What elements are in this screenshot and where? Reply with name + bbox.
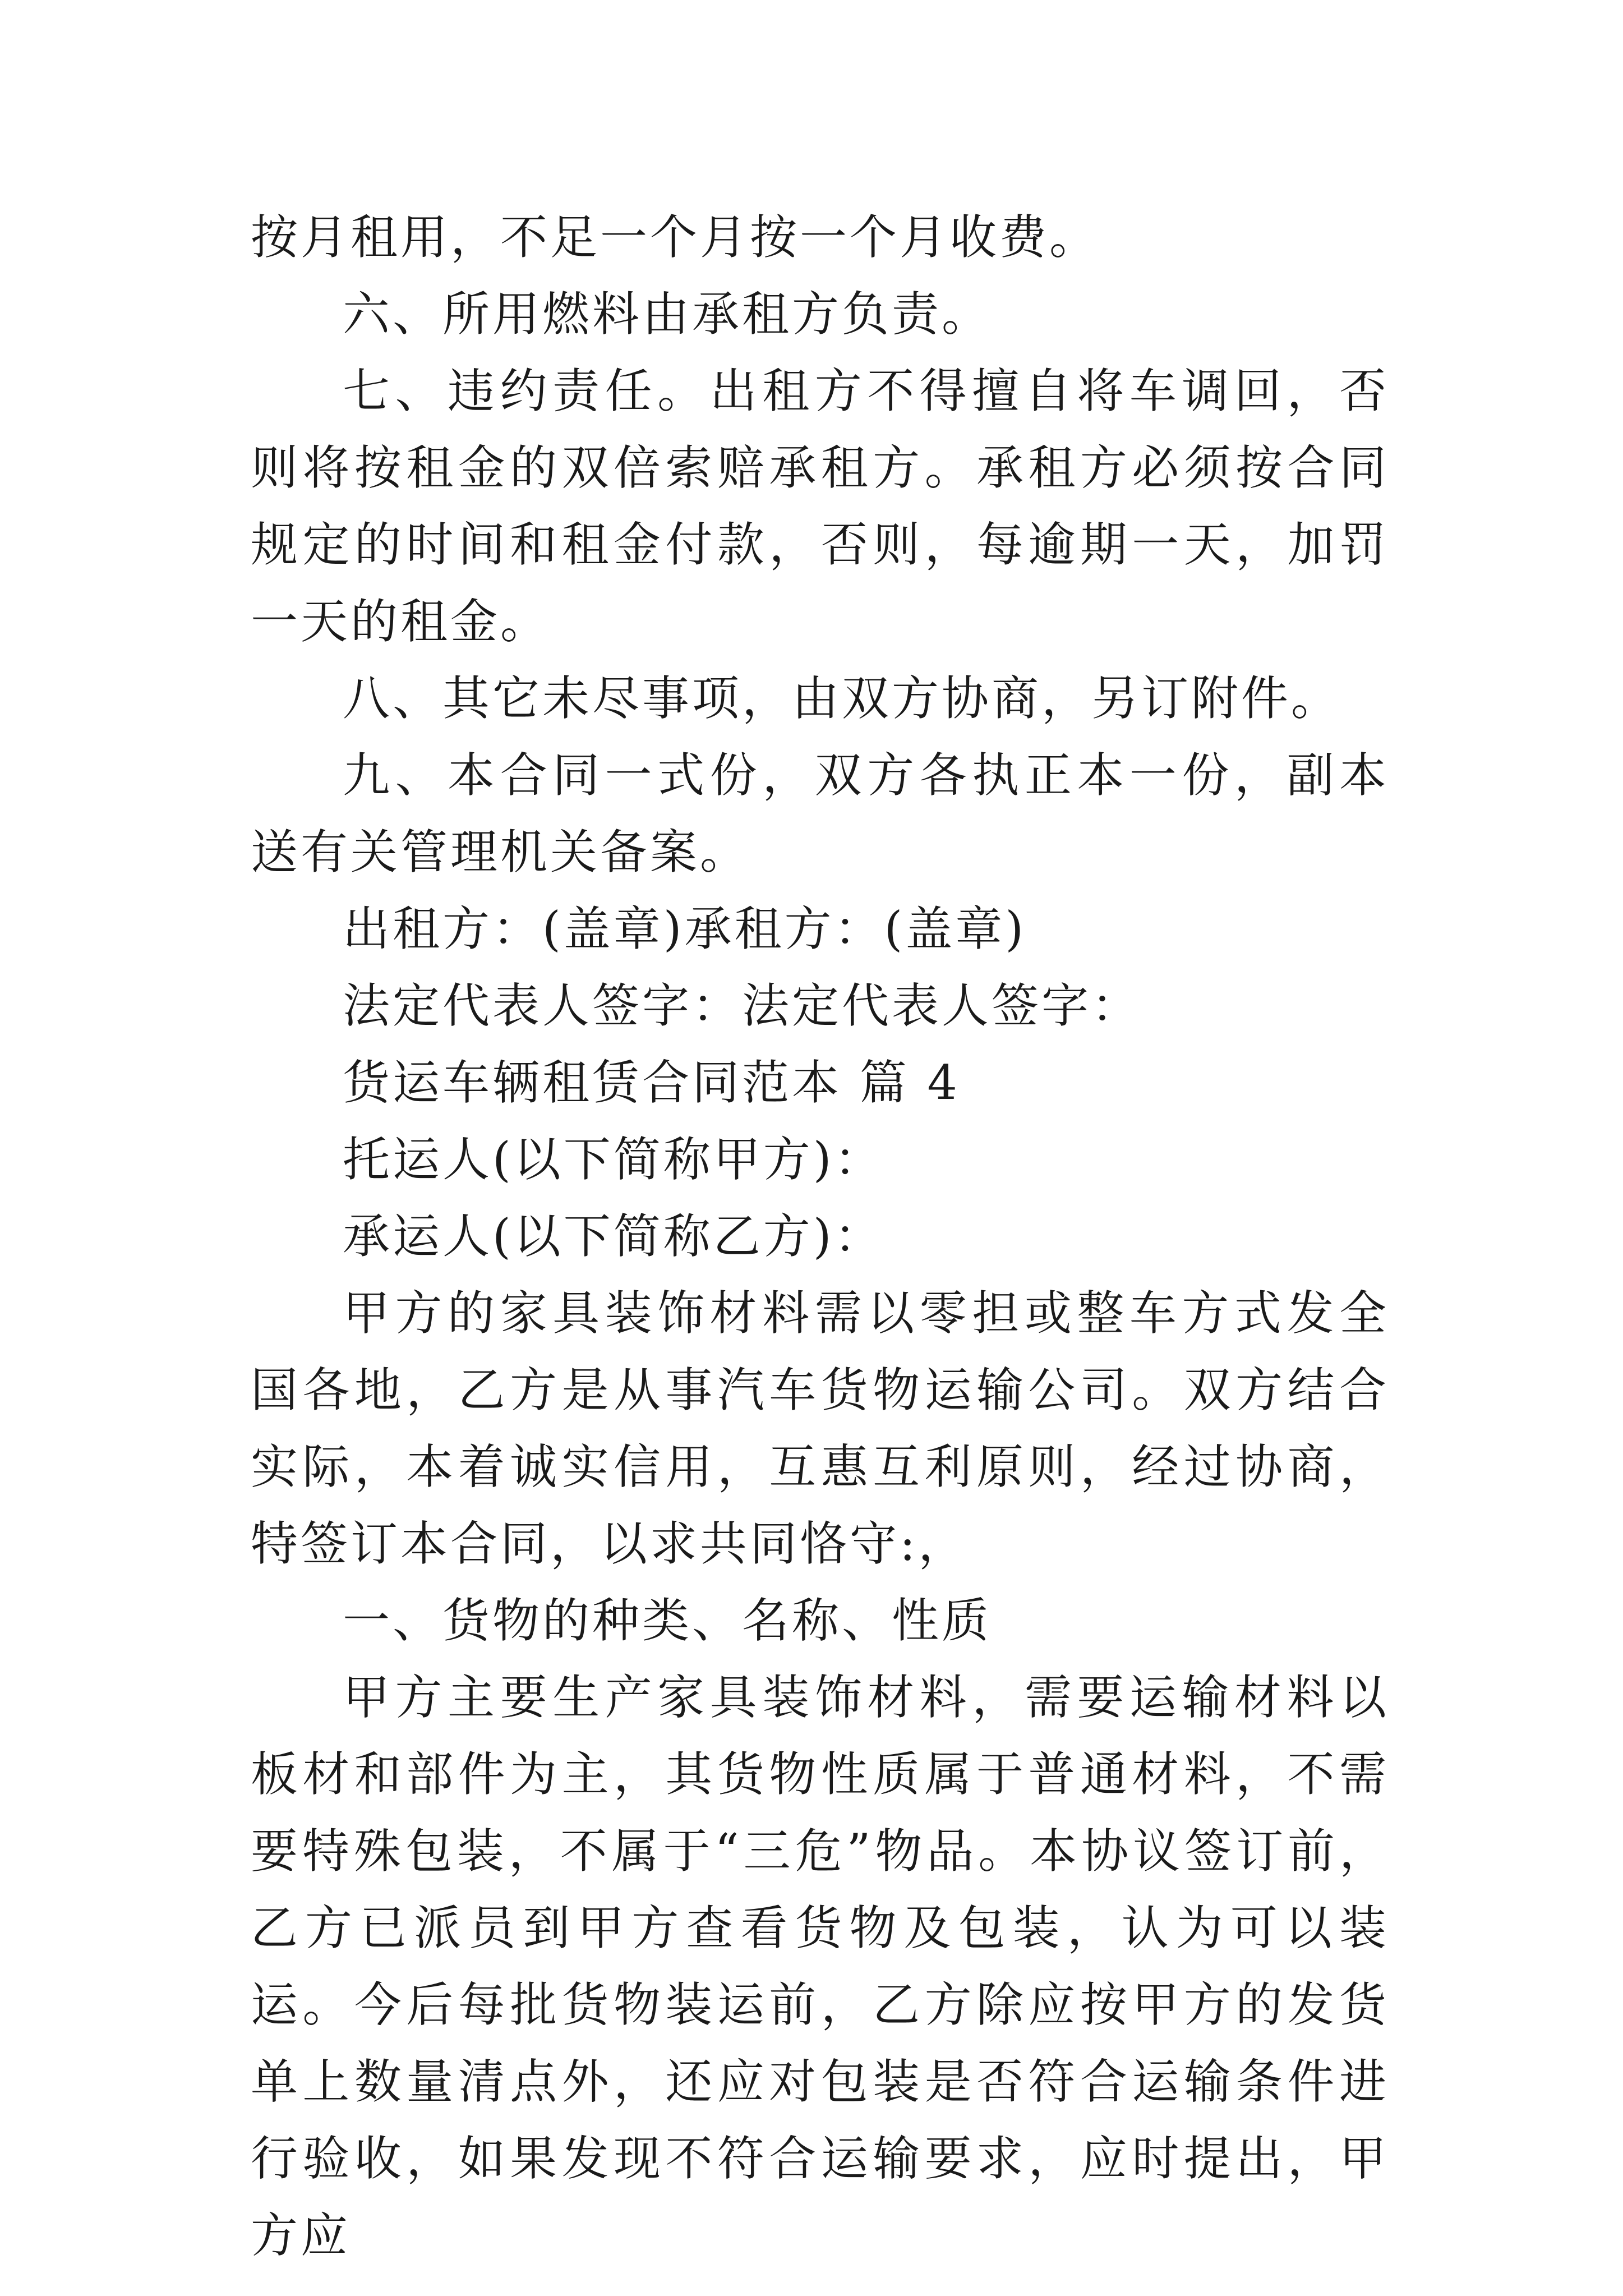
paragraph-rent-term: 按月租用，不足一个月按一个月收费。: [251, 210, 1100, 265]
paragraph-breach: 七、违约责任。出租方不得擅自将车调回，否则将按租金的双倍索赔承租方。承租方必须按合同规定的时间和租金付款，否则，每逾期一天，加罚一天的租金。: [251, 364, 1389, 649]
paragraph-goods-description: 甲方主要生产家具装饰材料，需要运输材料以板材和部件为主，其货物性质属于普通材料，不需要特殊包装，不属于“三危”物品。本协议签订前，乙方已派员到甲方查看货物及包装，认为可以装运。今后每批货物装运前，乙方除应按甲方的发货单上数量清点外，还应对包装是否符合运输条件进行验收，如果发现不符合运输要求，应时提出，甲方应: [251, 1670, 1389, 2263]
paragraph-fuel: 六、所用燃料由承租方负责。: [343, 287, 992, 342]
document-body: [251, 199, 1389, 2274]
section-title: 货运车辆租赁合同范本 篇 4: [343, 1055, 960, 1110]
party-carrier: 承运人(以下简称乙方)：: [343, 1209, 884, 1264]
signature-representative-line: 法定代表人签字：法定代表人签字：: [343, 978, 1142, 1033]
heading-goods-type: 一、货物的种类、名称、性质: [343, 1593, 992, 1648]
paragraph-preamble: 甲方的家具装饰材料需以零担或整车方式发全国各地，乙方是从事汽车货物运输公司。双方结合实际，本着诚实信用，互惠互利原则，经过协商，特签订本合同，以求共同恪守:，: [251, 1286, 1389, 1571]
paragraph-copies: 九、本合同一式份，双方各执正本一份，副本送有关管理机关备案。: [251, 748, 1389, 880]
party-shipper: 托运人(以下简称甲方)：: [343, 1132, 884, 1187]
signature-seal-line: 出租方：(盖章)承租方：(盖章): [343, 901, 1027, 956]
paragraph-other-matters: 八、其它未尽事项，由双方协商，另订附件。: [343, 671, 1341, 726]
